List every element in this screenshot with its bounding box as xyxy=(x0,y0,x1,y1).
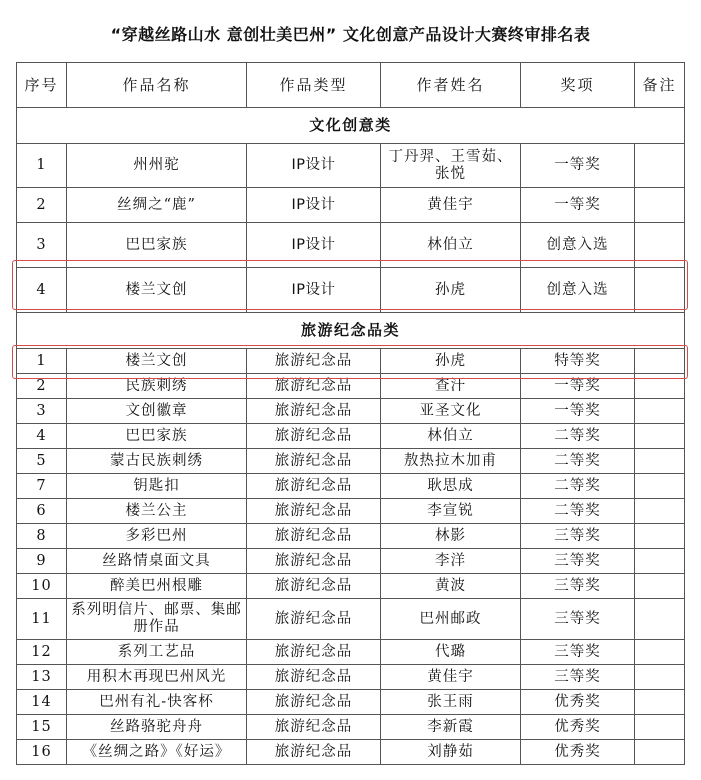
cell-author: 查汗 xyxy=(381,374,521,399)
cell-type: IP设计 xyxy=(247,223,381,268)
cell-type: 旅游纪念品 xyxy=(247,424,381,449)
cell-no: 8 xyxy=(17,524,67,549)
cell-award: 优秀奖 xyxy=(521,690,635,715)
cell-name: 巴巴家族 xyxy=(67,223,247,268)
cell-award: 二等奖 xyxy=(521,449,635,474)
cell-author: 林伯立 xyxy=(381,424,521,449)
cell-name: 丝绸之“鹿” xyxy=(67,188,247,223)
header-author: 作者姓名 xyxy=(381,63,521,108)
cell-note xyxy=(635,424,685,449)
header-award: 奖项 xyxy=(521,63,635,108)
cell-award: 二等奖 xyxy=(521,499,635,524)
table-row xyxy=(17,449,685,474)
cell-award: 一等奖 xyxy=(521,144,635,188)
cell-no: 1 xyxy=(17,144,67,188)
cell-type: 旅游纪念品 xyxy=(247,524,381,549)
cell-author: 李宣锐 xyxy=(381,499,521,524)
cell-award: 一等奖 xyxy=(521,399,635,424)
cell-type: 旅游纪念品 xyxy=(247,640,381,665)
cell-type: IP设计 xyxy=(247,144,381,188)
cell-type: 旅游纪念品 xyxy=(247,449,381,474)
cell-note xyxy=(635,144,685,188)
cell-note xyxy=(635,524,685,549)
section-title: 旅游纪念品类 xyxy=(17,313,685,349)
cell-type: 旅游纪念品 xyxy=(247,574,381,599)
cell-award: 创意入选 xyxy=(521,223,635,268)
cell-author: 敖热拉木加甫 xyxy=(381,449,521,474)
table-row xyxy=(17,549,685,574)
cell-author: 巴州邮政 xyxy=(381,599,521,640)
cell-type: 旅游纪念品 xyxy=(247,715,381,740)
cell-name: 系列明信片、邮票、集邮册作品 xyxy=(67,599,247,640)
cell-award: 一等奖 xyxy=(521,374,635,399)
cell-note xyxy=(635,740,685,765)
cell-name: 楼兰公主 xyxy=(67,499,247,524)
cell-type: IP设计 xyxy=(247,268,381,313)
cell-name: 楼兰文创 xyxy=(67,349,247,374)
cell-award: 三等奖 xyxy=(521,549,635,574)
cell-no: 2 xyxy=(17,188,67,223)
cell-award: 优秀奖 xyxy=(521,715,635,740)
cell-note xyxy=(635,640,685,665)
cell-note xyxy=(635,599,685,640)
cell-award: 二等奖 xyxy=(521,424,635,449)
cell-no: 7 xyxy=(17,474,67,499)
cell-no: 3 xyxy=(17,399,67,424)
cell-note xyxy=(635,474,685,499)
header-no: 序号 xyxy=(17,63,67,108)
cell-no: 10 xyxy=(17,574,67,599)
cell-no: 13 xyxy=(17,665,67,690)
cell-note xyxy=(635,549,685,574)
cell-name: 系列工艺品 xyxy=(67,640,247,665)
cell-name: 钥匙扣 xyxy=(67,474,247,499)
cell-type: 旅游纪念品 xyxy=(247,740,381,765)
document-title: “穿越丝路山水 意创壮美巴州” 文化创意产品设计大赛终审排名表 xyxy=(110,25,591,44)
cell-author: 亚圣文化 xyxy=(381,399,521,424)
cell-note xyxy=(635,690,685,715)
cell-no: 1 xyxy=(17,349,67,374)
cell-type: 旅游纪念品 xyxy=(247,599,381,640)
section-header xyxy=(17,108,685,144)
cell-note xyxy=(635,574,685,599)
header-type: 作品类型 xyxy=(247,63,381,108)
cell-no: 6 xyxy=(17,499,67,524)
cell-type: IP设计 xyxy=(247,188,381,223)
cell-no: 9 xyxy=(17,549,67,574)
cell-award: 三等奖 xyxy=(521,599,635,640)
cell-type: 旅游纪念品 xyxy=(247,690,381,715)
highlight-box xyxy=(12,345,688,379)
cell-author: 黄佳宇 xyxy=(381,188,521,223)
section-header xyxy=(17,313,685,349)
cell-type: 旅游纪念品 xyxy=(247,549,381,574)
cell-author: 耿思成 xyxy=(381,474,521,499)
cell-name: 蒙古民族刺绣 xyxy=(67,449,247,474)
cell-no: 14 xyxy=(17,690,67,715)
cell-award: 特等奖 xyxy=(521,349,635,374)
section-title: 文化创意类 xyxy=(17,108,685,144)
table-row xyxy=(17,499,685,524)
cell-author: 孙虎 xyxy=(381,349,521,374)
table-row xyxy=(17,144,685,188)
cell-name: 文创徽章 xyxy=(67,399,247,424)
cell-author: 黄波 xyxy=(381,574,521,599)
cell-note xyxy=(635,499,685,524)
cell-type: 旅游纪念品 xyxy=(247,399,381,424)
cell-name: 楼兰文创 xyxy=(67,268,247,313)
cell-author: 黄佳宇 xyxy=(381,665,521,690)
cell-note xyxy=(635,399,685,424)
cell-no: 4 xyxy=(17,268,67,313)
cell-name: 用积木再现巴州风光 xyxy=(67,665,247,690)
cell-author: 林影 xyxy=(381,524,521,549)
table-row xyxy=(17,640,685,665)
cell-note xyxy=(635,715,685,740)
table-row xyxy=(17,474,685,499)
cell-award: 三等奖 xyxy=(521,665,635,690)
cell-type: 旅游纪念品 xyxy=(247,374,381,399)
highlight-box xyxy=(12,260,688,310)
cell-name: 丝路情桌面文具 xyxy=(67,549,247,574)
ranking-table xyxy=(16,62,685,765)
header-row xyxy=(17,63,685,108)
cell-name: 民族刺绣 xyxy=(67,374,247,399)
cell-no: 15 xyxy=(17,715,67,740)
cell-author: 张王雨 xyxy=(381,690,521,715)
cell-type: 旅游纪念品 xyxy=(247,474,381,499)
cell-award: 一等奖 xyxy=(521,188,635,223)
cell-type: 旅游纪念品 xyxy=(247,665,381,690)
cell-author: 刘静茹 xyxy=(381,740,521,765)
cell-type: 旅游纪念品 xyxy=(247,349,381,374)
cell-name: 丝路骆驼舟舟 xyxy=(67,715,247,740)
table-row xyxy=(17,188,685,223)
cell-author: 丁丹羿、王雪茹、张悦 xyxy=(381,144,521,188)
cell-award: 三等奖 xyxy=(521,574,635,599)
cell-award: 二等奖 xyxy=(521,474,635,499)
cell-award: 创意入选 xyxy=(521,268,635,313)
table-row xyxy=(17,399,685,424)
cell-note xyxy=(635,449,685,474)
cell-note xyxy=(635,188,685,223)
header-note: 备注 xyxy=(635,63,685,108)
cell-author: 李洋 xyxy=(381,549,521,574)
table-row xyxy=(17,690,685,715)
cell-author: 林伯立 xyxy=(381,223,521,268)
table-row xyxy=(17,665,685,690)
cell-no: 11 xyxy=(17,599,67,640)
table-row xyxy=(17,524,685,549)
cell-name: 巴巴家族 xyxy=(67,424,247,449)
header-name: 作品名称 xyxy=(67,63,247,108)
table-row xyxy=(17,424,685,449)
cell-type: 旅游纪念品 xyxy=(247,499,381,524)
cell-note xyxy=(635,665,685,690)
table-row xyxy=(17,574,685,599)
table-row xyxy=(17,715,685,740)
cell-no: 16 xyxy=(17,740,67,765)
cell-name: 巴州有礼-快客杯 xyxy=(67,690,247,715)
cell-name: 州州驼 xyxy=(67,144,247,188)
cell-name: 醉美巴州根雕 xyxy=(67,574,247,599)
cell-no: 4 xyxy=(17,424,67,449)
cell-no: 12 xyxy=(17,640,67,665)
cell-author: 代璐 xyxy=(381,640,521,665)
cell-award: 三等奖 xyxy=(521,640,635,665)
cell-no: 5 xyxy=(17,449,67,474)
cell-no: 2 xyxy=(17,374,67,399)
table-row xyxy=(17,740,685,765)
cell-award: 优秀奖 xyxy=(521,740,635,765)
cell-award: 三等奖 xyxy=(521,524,635,549)
cell-name: 《丝绸之路》《好运》 xyxy=(67,740,247,765)
table-row xyxy=(17,599,685,640)
cell-author: 孙虎 xyxy=(381,268,521,313)
cell-author: 李新霞 xyxy=(381,715,521,740)
cell-name: 多彩巴州 xyxy=(67,524,247,549)
cell-no: 3 xyxy=(17,223,67,268)
